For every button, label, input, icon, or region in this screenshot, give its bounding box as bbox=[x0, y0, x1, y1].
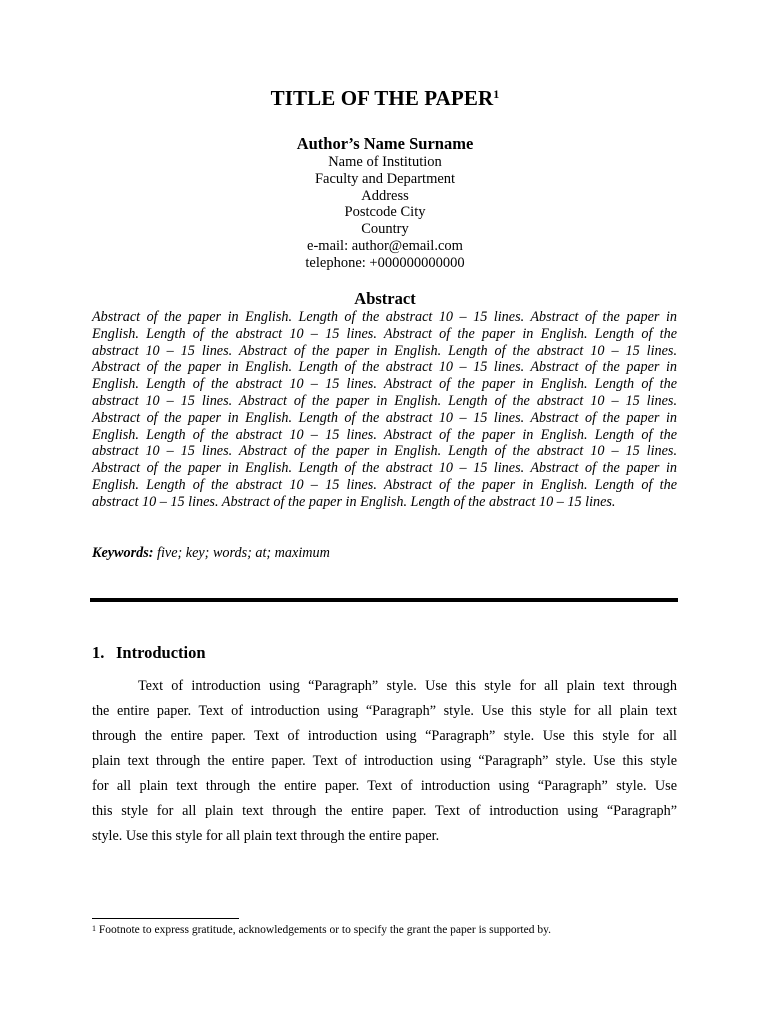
abstract-line: abstract 10 – 15 lines. Abstract of the paper in English. Length of the abstract 10 – 15 lines. bbox=[92, 342, 677, 359]
footnote-text: Footnote to express gratitude, acknowledgements or to specify the grant the paper is supported by. bbox=[98, 924, 551, 936]
abstract-line: Abstract of the paper in English. Length of the abstract 10 – 15 lines. Abstract of the paper in bbox=[92, 409, 677, 426]
introduction-body bbox=[92, 674, 677, 849]
abstract-body bbox=[92, 309, 677, 511]
section-heading bbox=[92, 643, 206, 663]
abstract-heading: Abstract bbox=[354, 289, 416, 308]
section-number: 1. bbox=[92, 643, 105, 662]
abstract-line: English. Length of the abstract 10 – 15 lines. Abstract of the paper in English. Length of the bbox=[92, 325, 677, 342]
abstract-line: abstract 10 – 15 lines. Abstract of the paper in English. Length of the abstract 10 – 15 lines. bbox=[92, 443, 677, 460]
author-postcode-city: Postcode City bbox=[344, 204, 426, 221]
abstract-line: abstract 10 – 15 lines. Abstract of the paper in English. Length of the abstract 10 – 15 lines. bbox=[92, 493, 616, 510]
author-institution: Name of Institution bbox=[328, 154, 442, 170]
abstract-line: Abstract of the paper in English. Length of the abstract 10 – 15 lines. Abstract of the paper in bbox=[92, 460, 677, 477]
intro-line: plain text through the entire paper. Text of introduction using “Paragraph” style. Use this style bbox=[92, 753, 677, 769]
paper-title-text: TITLE OF THE PAPER bbox=[270, 86, 494, 110]
author-country: Country bbox=[361, 221, 409, 238]
section-divider bbox=[90, 598, 678, 602]
abstract-line: abstract 10 – 15 lines. Abstract of the paper in English. Length of the abstract 10 – 15 lines. bbox=[92, 392, 677, 409]
author-address: Address bbox=[361, 187, 409, 204]
intro-line: through the entire paper. Text of introduction using “Paragraph” style. Use this style for all bbox=[92, 728, 677, 744]
author-email: e-mail: author@email.com bbox=[307, 237, 463, 254]
abstract-line: Abstract of the paper in English. Length of the abstract 10 – 15 lines. Abstract of the paper in bbox=[92, 359, 677, 376]
intro-line: Text of introduction using “Paragraph” style. Use this style for all plain text through bbox=[138, 678, 677, 694]
footnote bbox=[92, 924, 551, 936]
intro-line: the entire paper. Text of introduction using “Paragraph” style. Use this style for all plain text bbox=[92, 703, 677, 719]
author-name: Author’s Name Surname bbox=[296, 134, 474, 153]
abstract-line: English. Length of the abstract 10 – 15 lines. Abstract of the paper in English. Length of the bbox=[92, 426, 677, 443]
author-block bbox=[0, 134, 770, 272]
footnote-mark: 1 bbox=[92, 924, 96, 933]
intro-line: style. Use this style for all plain text through the entire paper. bbox=[92, 828, 440, 844]
footnote-separator bbox=[92, 918, 239, 919]
paper-title bbox=[0, 86, 770, 111]
keywords-label: Keywords: bbox=[92, 545, 154, 561]
keywords-value: five; key; words; at; maximum bbox=[157, 545, 330, 561]
title-footnote-mark: 1 bbox=[493, 87, 500, 101]
keywords bbox=[92, 545, 330, 562]
author-telephone: telephone: +000000000000 bbox=[305, 254, 465, 271]
abstract-line: Abstract of the paper in English. Length of the abstract 10 – 15 lines. Abstract of the paper in bbox=[92, 309, 677, 325]
abstract-line: English. Length of the abstract 10 – 15 lines. Abstract of the paper in English. Length of the bbox=[92, 376, 677, 393]
section-title: Introduction bbox=[116, 643, 206, 662]
intro-line: this style for all plain text through the entire paper. Text of introduction using “Paragraph” bbox=[92, 803, 677, 819]
abstract-line: English. Length of the abstract 10 – 15 lines. Abstract of the paper in English. Length of the bbox=[92, 476, 677, 493]
author-faculty: Faculty and Department bbox=[314, 170, 456, 187]
intro-line: for all plain text through the entire paper. Text of introduction using “Paragraph” style. Use bbox=[92, 778, 677, 794]
